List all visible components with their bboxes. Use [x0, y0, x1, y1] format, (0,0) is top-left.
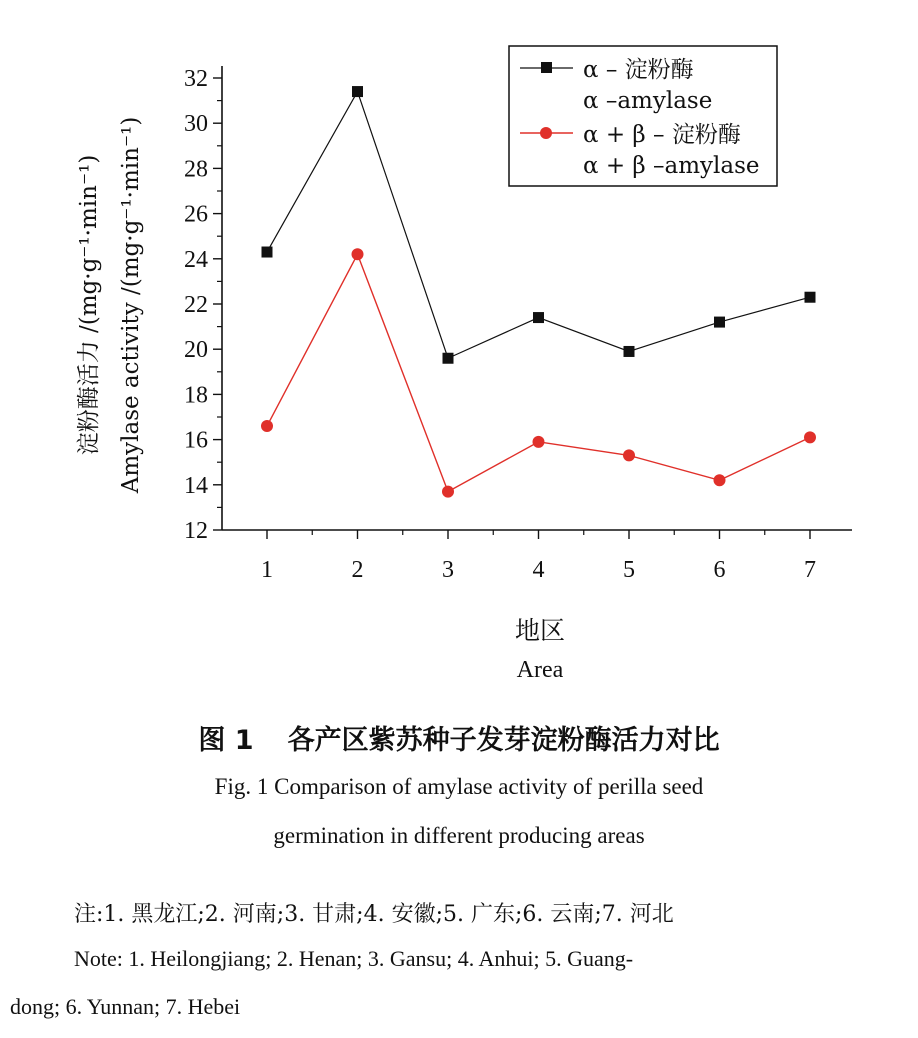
- data-point-alpha: [533, 312, 544, 323]
- legend-label-alpha-en: α –amylase: [583, 88, 713, 114]
- legend-label-alpha-cn: α – 淀粉酶: [583, 57, 694, 83]
- x-tick-label: 5: [623, 557, 635, 583]
- y-tick-label: 22: [184, 292, 208, 318]
- data-point-alpha: [805, 292, 816, 303]
- data-point-alphabeta: [352, 248, 364, 260]
- y-axis-label-cn: 淀粉酶活力 /(mg·g⁻¹·min⁻¹): [76, 154, 102, 456]
- x-tick-label: 1: [261, 557, 273, 583]
- x-axis-label-en: Area: [516, 657, 564, 683]
- y-ticks: [184, 66, 222, 544]
- data-point-alpha: [714, 317, 725, 328]
- y-tick-label: 20: [184, 337, 208, 364]
- y-tick-label: 32: [184, 66, 208, 92]
- series-line-alphabeta: [267, 254, 810, 491]
- y-tick-label: 18: [184, 382, 208, 409]
- y-tick-label: 30: [184, 111, 208, 138]
- data-point-alpha: [262, 247, 273, 258]
- data-point-alphabeta: [714, 474, 726, 486]
- x-tick-label: 7: [804, 557, 816, 583]
- y-axis-label-en: Amylase activity /(mg·g⁻¹·min⁻¹): [118, 116, 144, 494]
- y-tick-label: 26: [184, 201, 208, 228]
- legend-label-alphabeta-en: α + β –amylase: [583, 153, 760, 179]
- data-point-alphabeta: [533, 436, 545, 448]
- figure-caption-en-line1: Fig. 1 Comparison of amylase activity of perilla seed: [214, 774, 704, 799]
- note-en-line1: Note: 1. Heilongjiang; 2. Henan; 3. Gansu; 4. Anhui; 5. Guang-: [74, 946, 634, 971]
- x-tick-label: 2: [351, 557, 364, 583]
- data-point-alphabeta: [442, 486, 454, 498]
- data-point-alphabeta: [623, 449, 635, 461]
- x-axis-label-cn: 地区: [514, 616, 566, 645]
- legend-label-alphabeta-cn: α + β – 淀粉酶: [583, 122, 741, 148]
- data-point-alpha: [443, 353, 454, 364]
- data-point-alphabeta: [804, 431, 816, 443]
- legend: [509, 46, 777, 186]
- x-tick-label: 3: [442, 557, 454, 583]
- y-tick-label: 14: [184, 472, 208, 499]
- y-tick-label: 28: [184, 156, 208, 183]
- data-point-alpha: [624, 346, 635, 357]
- y-tick-label: 12: [184, 518, 208, 544]
- y-tick-label: 24: [184, 246, 208, 273]
- note-en-line2: dong; 6. Yunnan; 7. Hebei: [10, 994, 241, 1019]
- x-tick-label: 6: [713, 557, 726, 583]
- x-ticks: [261, 530, 816, 583]
- note-cn: 注:1. 黑龙江;2. 河南;3. 甘肃;4. 安徽;5. 广东;6. 云南;7. 河北: [74, 902, 674, 927]
- figure-caption-cn: [0, 718, 918, 757]
- data-point-alpha: [352, 86, 363, 97]
- data-point-alphabeta: [261, 420, 273, 432]
- legend-marker-alpha: [541, 62, 552, 73]
- x-tick-label: 4: [532, 557, 545, 583]
- figure-caption-en-line2: germination in different producing areas: [273, 823, 645, 848]
- figure-number: 图 1: [198, 725, 254, 756]
- y-tick-label: 16: [184, 427, 208, 454]
- legend-marker-alphabeta: [540, 127, 552, 139]
- figure-title-cn: 各产区紫苏种子发芽淀粉酶活力对比: [287, 725, 720, 756]
